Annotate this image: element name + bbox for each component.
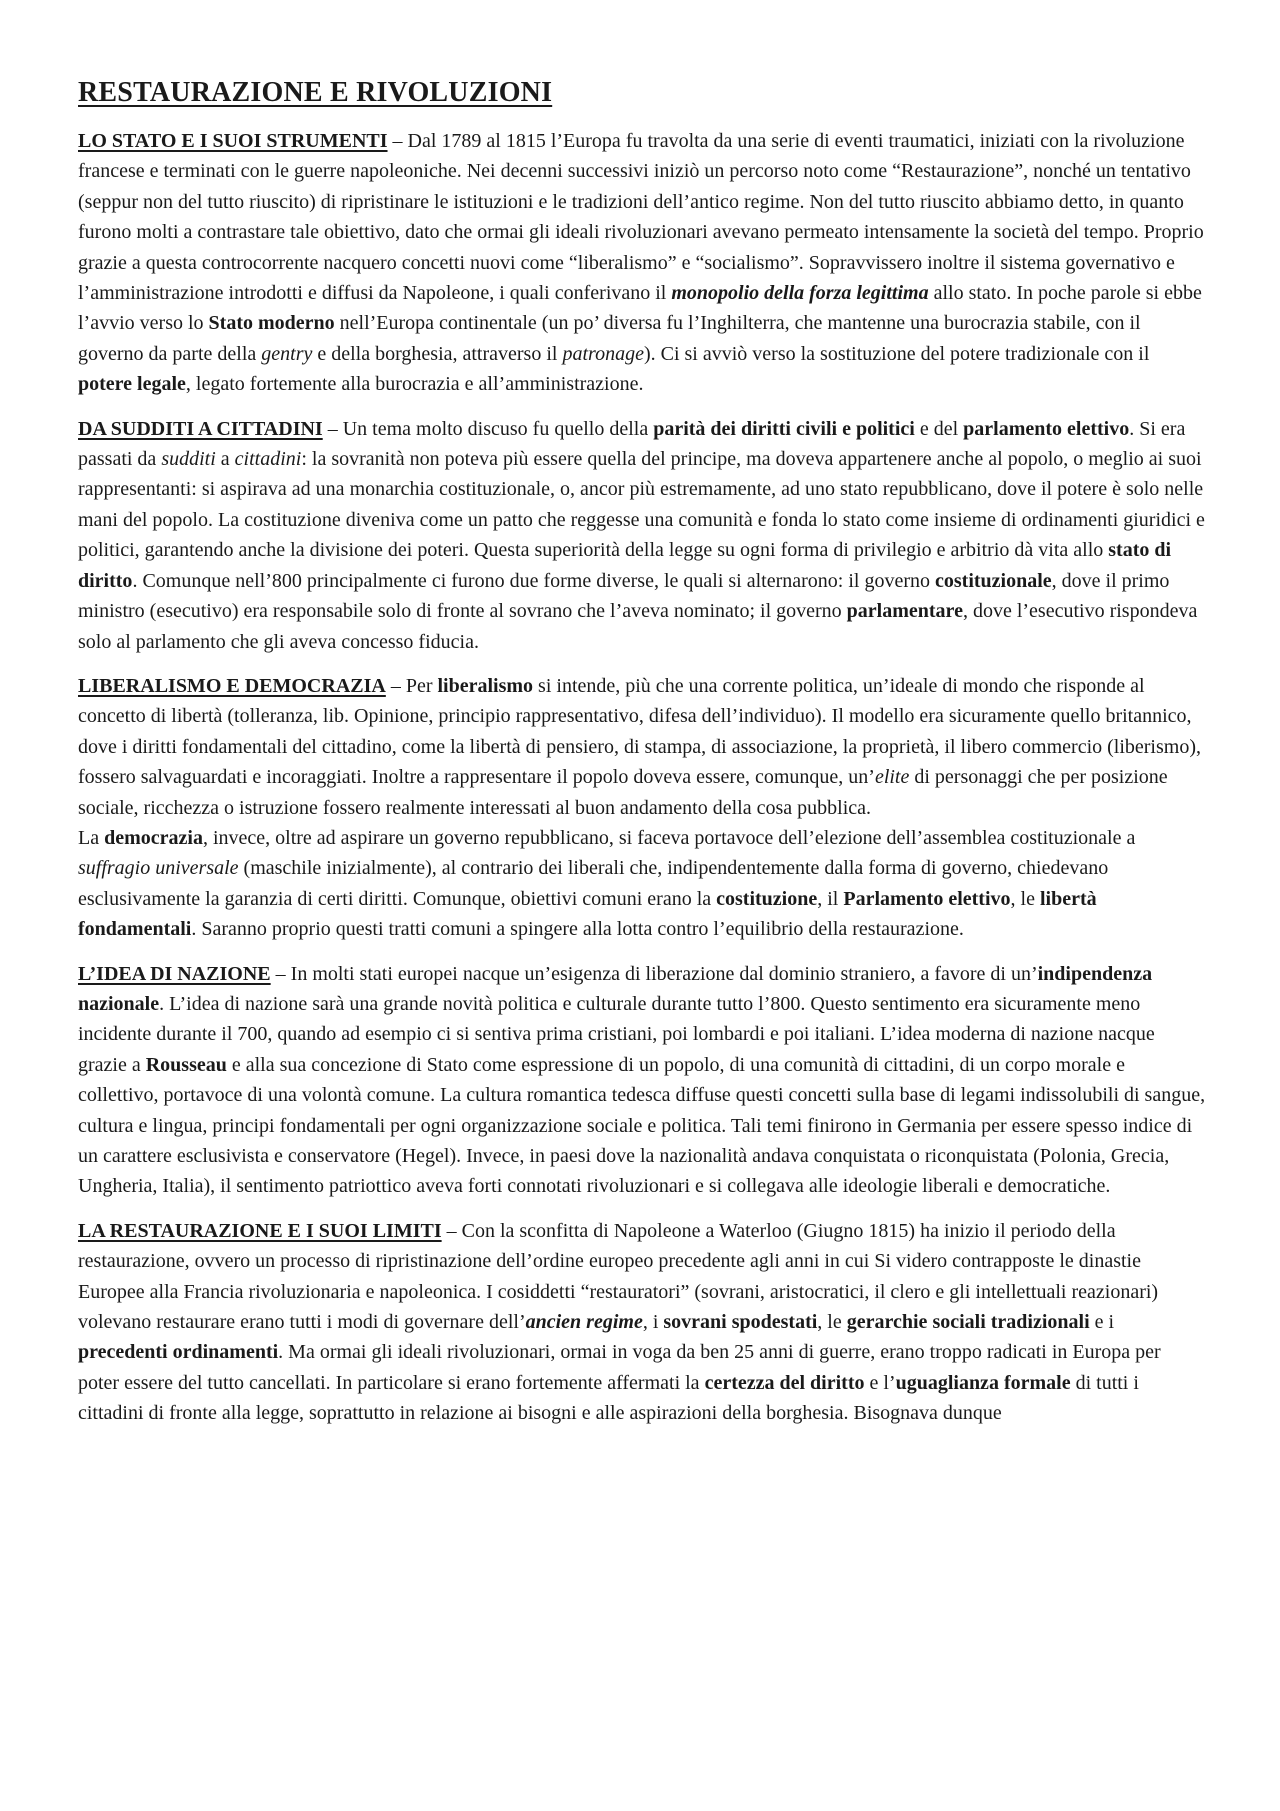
emphasis-text: monopolio della forza legittima xyxy=(671,282,929,305)
emphasis-text: certezza del diritto xyxy=(704,1371,865,1394)
body-text: allo stato. In poche parole si ebbe l’avvio verso lo xyxy=(78,282,1202,335)
body-text: , invece, oltre ad aspirare un governo repubblicano, si faceva portavoce dell’elezione dell’assemblea costituzionale a xyxy=(202,826,1136,849)
emphasis-text: indipendenza nazionale xyxy=(78,962,1153,1015)
body-text: . Saranno proprio questi tratti comuni a spingere alla lotta contro l’equilibrio della restaurazione. xyxy=(191,918,964,941)
body-text: nell’Europa continentale (un po’ diversa fu l’Inghilterra, che mantenne una burocrazia stabile, con il governo da parte della xyxy=(78,312,1141,365)
body-text: . Si era passati da xyxy=(78,417,1186,471)
body-text: , le xyxy=(817,1311,847,1334)
emphasis-text: uguaglianza formale xyxy=(895,1371,1071,1394)
body-text: , i xyxy=(642,1311,664,1334)
section xyxy=(78,959,1206,1202)
body-text: di tutti i cittadini di fronte alla legge, soprattutto in relazione ai bisogni e alle aspirazioni della borghesia. Bisognava dunque xyxy=(78,1371,1139,1425)
body-text: e della borghesia, attraverso il xyxy=(312,342,563,365)
body-text: – Per xyxy=(385,674,438,697)
paragraph xyxy=(78,671,1206,823)
emphasis-text: costituzionale xyxy=(935,569,1052,592)
emphasis-text: stato di diritto xyxy=(78,539,1172,592)
body-text: e alla sua concezione di Stato come espressione di un popolo, di una comunità di cittadini, di un corpo morale e collettivo, portavoce di una volontà comune. La cultura romantica tedesca diffuse questi concetti sulla base di legami indissolubili di sangue, cultura e lingua, principi fondamentali per ogni organizzazione sociale e politica. Tali temi finirono in Germania per essere spesso indice di un carattere esclusivista e conservatore (Hegel). Invece, in paesi dove la nazionalità andava conquistata o riconquistata (Polonia, Grecia, Ungheria, Italia), il sentimento patriottico aveva forti connotati rivoluzionari e si collegava alle ideologie liberali e democratiche. xyxy=(78,1053,1206,1198)
section xyxy=(78,1216,1206,1429)
section-heading: LA RESTAURAZIONE E I SUOI LIMITI xyxy=(78,1219,442,1242)
body-text: e l’ xyxy=(864,1371,896,1394)
emphasis-text: gentry xyxy=(261,342,313,365)
body-text: ). Ci si avviò verso la sostituzione del potere tradizionale con il xyxy=(643,342,1150,365)
emphasis-text: parlamento elettivo xyxy=(963,417,1130,440)
emphasis-text: gerarchie sociali tradizionali xyxy=(846,1311,1090,1334)
body-text: La xyxy=(78,826,105,849)
body-text: di personaggi che per posizione sociale, ricchezza o istruzione fossero realmente interessati al buon andamento della cosa pubblica. xyxy=(78,766,1168,819)
section-heading: LO STATO E I SUOI STRUMENTI xyxy=(78,130,388,152)
emphasis-text: ancien regime xyxy=(525,1311,643,1334)
body-text: e i xyxy=(1089,1311,1115,1334)
section-heading: DA SUDDITI A CITTADINI xyxy=(78,417,323,440)
body-text: . L’idea di nazione sarà una grande novità politica e culturale durante tutto l’800. Questo sentimento era sicuramente meno incidente durante il 700, quando ad esempio ci si sentiva prima cristiani, poi lombardi e poi italiani. L’idea moderna di nazione nacque grazie a xyxy=(78,992,1155,1076)
emphasis-text: Rousseau xyxy=(145,1053,227,1076)
paragraph xyxy=(78,126,1206,400)
body-text: . Ma ormai gli ideali rivoluzionari, ormai in voga da ben 25 anni di guerre, erano troppo radicati in Europa per poter essere del tutto cancellati. In particolare si erano fortemente affermati la xyxy=(78,1341,1161,1394)
section xyxy=(78,671,1206,945)
body-text: , le xyxy=(1010,887,1040,910)
emphasis-text: sovrani spodestati xyxy=(663,1311,818,1334)
body-text: – In molti stati europei nacque un’esigenza di liberazione dal dominio straniero, a favore di un’ xyxy=(270,962,1038,985)
emphasis-text: libertà fondamentali xyxy=(78,887,1097,941)
emphasis-text: sudditi xyxy=(161,448,216,471)
body-text: – Un tema molto discuso fu quello della xyxy=(322,417,654,440)
emphasis-text: parlamentare xyxy=(846,600,963,623)
emphasis-text: parità dei diritti civili e politici xyxy=(653,417,915,440)
section-heading: LIBERALISMO E DEMOCRAZIA xyxy=(78,674,386,697)
paragraph xyxy=(78,1216,1206,1429)
emphasis-text: cittadini xyxy=(234,448,302,471)
body-text: (maschile inizialmente), al contrario dei liberali che, indipendentemente dalla forma di governo, chiedevano esclusivamente la garanzia di certi diritti. Comunque, obiettivi comuni erano la xyxy=(78,857,1109,910)
emphasis-text: suffragio universale xyxy=(78,857,239,880)
body-text: , il xyxy=(817,887,844,910)
emphasis-text: liberalismo xyxy=(437,674,534,697)
document-page xyxy=(78,0,1206,1429)
body-text: a xyxy=(215,448,235,471)
paragraph xyxy=(78,414,1206,657)
body-text: : la sovranità non poteva più essere quella del principe, ma doveva appartenere anche al popolo, o meglio ai suoi rappresentanti: si aspirava ad una monarchia costituzionale, o, ancor più estremamente, ad uno stato repubblicano, dove il potere è solo nelle mani del popolo. La costituzione diveniva come un patto che reggesse una comunità e fonda lo stato come insieme di ordinamenti giuridici e politici, garantendo anche la divisione dei poteri. Questa superiorità della legge su ogni forma di privilegio e arbitrio dà vita allo xyxy=(78,448,1205,562)
body-text: , legato fortemente alla burocrazia e all’amministrazione. xyxy=(185,373,644,396)
page-title: RESTAURAZIONE E RIVOLUZIONI xyxy=(78,77,553,108)
section xyxy=(78,126,1206,400)
body-text: , dove l’esecutivo rispondeva solo al parlamento che gli aveva concesso fiducia. xyxy=(78,600,1198,653)
emphasis-text: potere legale xyxy=(78,373,186,396)
body-text: . Comunque nell’800 principalmente ci furono due forme diverse, le quali si alternarono: il governo xyxy=(132,569,935,592)
body-text: si intende, più che una corrente politica, un’ideale di mondo che risponde al concetto di libertà (tolleranza, lib. Opinione, principio rappresentativo, difesa dell’individuo). Il modello era sicuramente quello britannico, dove i diritti fondamentali del cittadino, come la libertà di pensiero, di stampa, di associazione, la proprietà, il libero commercio (liberismo), fossero salvaguardati e incoraggiati. Inoltre a rappresentare il popolo doveva essere, comunque, un’ xyxy=(78,674,1201,789)
body-text: – Dal 1789 al 1815 l’Europa fu travolta da una serie di eventi traumatici, iniziati con la rivoluzione francese e terminati con le guerre napoleoniche. Nei decenni successivi iniziò un percorso noto come “Restaurazione”, nonché un tentativo (seppur non del tutto riuscito) di ripristinare le istituzioni e le tradizioni dell’antico regime. Non del tutto riuscito abbiamo detto, in quanto furono molti a contrastare tale obiettivo, dato che ormai gli ideali rivoluzionari avevano permeato intensamente la società del tempo. Proprio grazie a questa controcorrente nacquero concetti nuovi come “liberalismo” e “socialismo”. Sopravvissero inoltre il sistema governativo e l’amministrazione introdotti e diffusi da Napoleone, i quali conferivano il xyxy=(78,130,1204,305)
body-text: e del xyxy=(914,417,964,440)
paragraph xyxy=(78,823,1206,945)
emphasis-text: costituzione xyxy=(716,887,818,910)
emphasis-text: Parlamento elettivo xyxy=(843,887,1011,910)
section-heading: L’IDEA DI NAZIONE xyxy=(78,962,271,985)
emphasis-text: elite xyxy=(874,766,910,789)
body-text: – Con la sconfitta di Napoleone a Waterloo (Giugno 1815) ha inizio il periodo della restaurazione, ovvero un processo di ripristinazione dell’ordine europeo precedente agli anni in cui Si videro contrapposte le dinastie Europee alla Francia rivoluzionaria e napoleonica. I cosiddetti “restauratori” (sovrani, aristocratici, il clero e gli intellettuali reazionari) volevano restaurare erano tutti i modi di governare dell’ xyxy=(78,1219,1159,1334)
paragraph xyxy=(78,959,1206,1202)
emphasis-text: democrazia xyxy=(104,826,203,849)
emphasis-text: patronage xyxy=(562,342,644,365)
emphasis-text: precedenti ordinamenti xyxy=(78,1341,279,1364)
document-body xyxy=(78,126,1206,1429)
emphasis-text: Stato moderno xyxy=(208,312,335,335)
body-text: , dove il primo ministro (esecutivo) era responsabile solo di fronte al sovrano che l’aveva nominato; il governo xyxy=(78,569,1170,623)
section xyxy=(78,414,1206,657)
